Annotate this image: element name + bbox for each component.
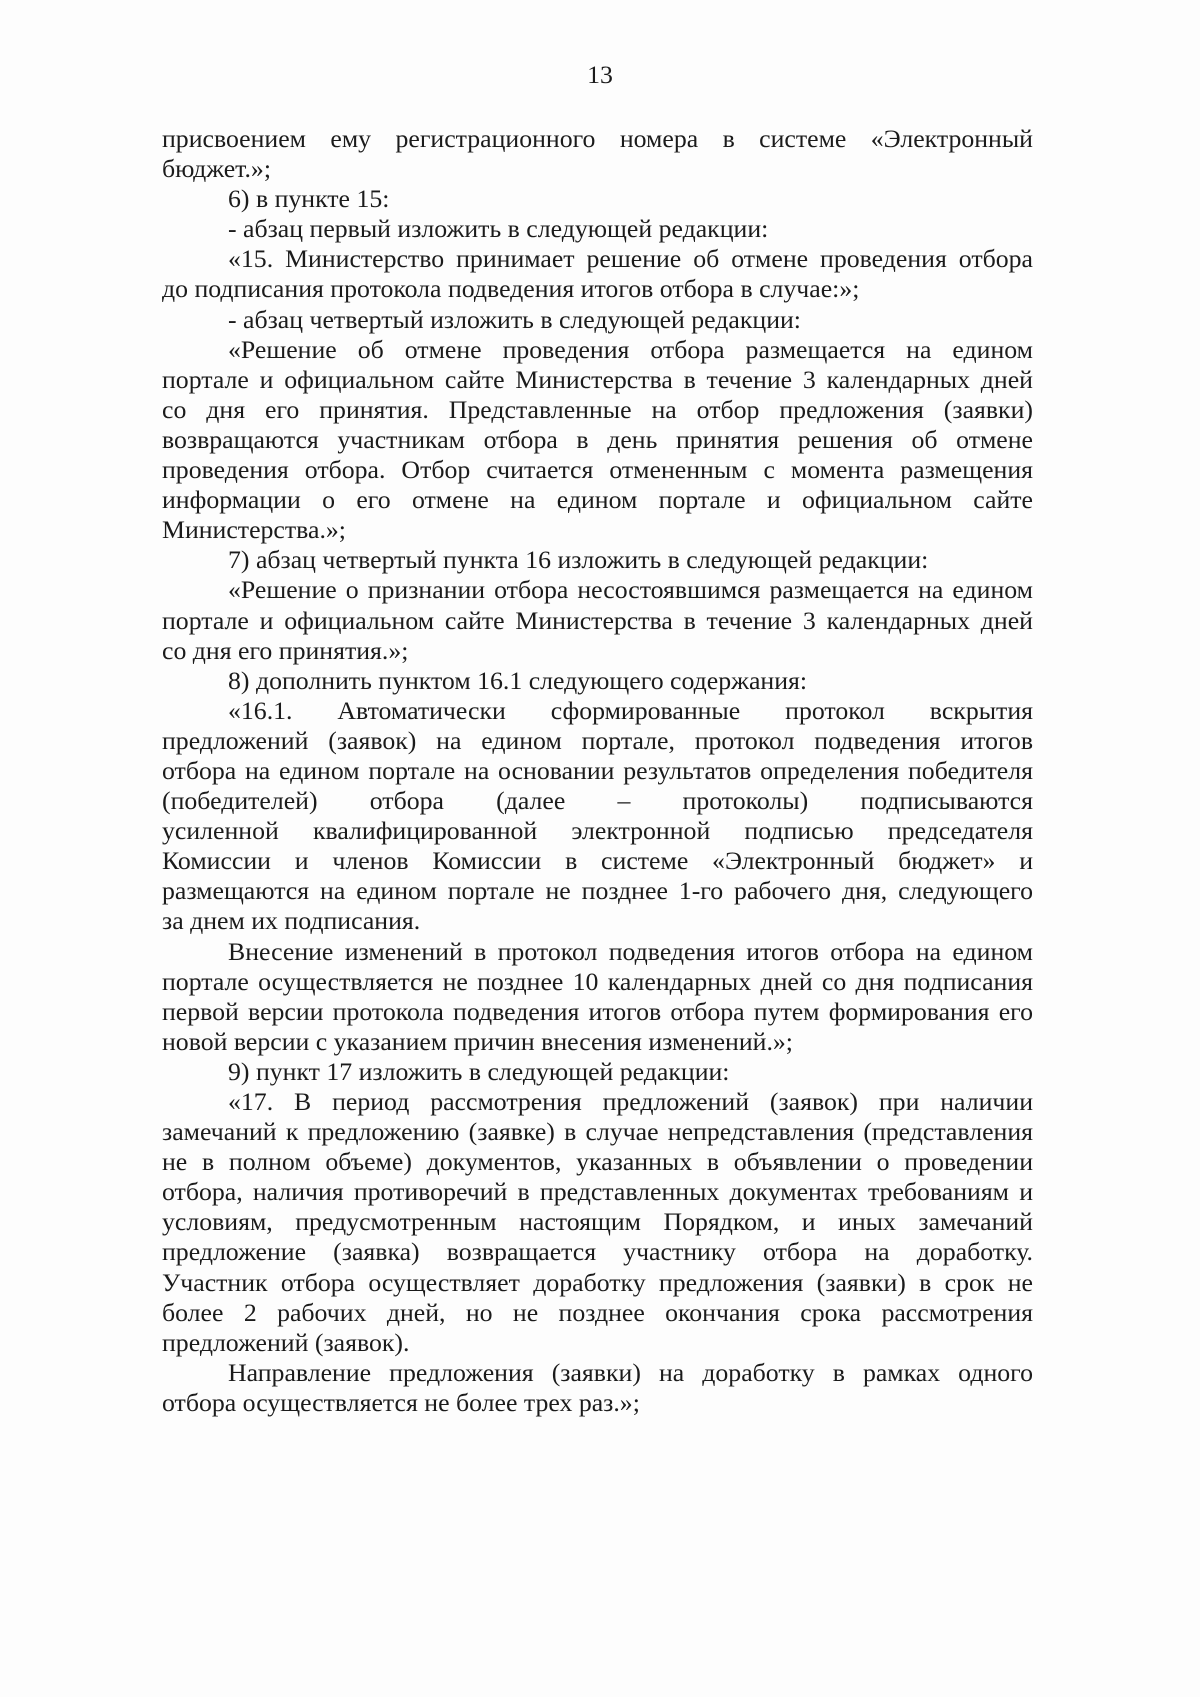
text-line: со дня его принятия.»; [162,635,409,665]
text-line: отбора осуществляется не более трех раз.»; [162,1387,640,1417]
text-line: размещаются на едином портале не позднее 1-го рабочего дня, следующего [162,876,1033,906]
text-line: новой версии с указанием причин внесения изменений.»; [162,1026,793,1056]
text-line: условиям, предусмотренным настоящим Порядком, и иных замечаний [162,1207,1033,1237]
paragraph [162,214,1033,244]
paragraph [162,937,1033,1057]
text-line: портале и официальном сайте Министерства в течение 3 календарных дней [162,605,1033,635]
page-number: 13 [587,60,613,89]
text-line: предложений (заявок). [162,1327,410,1357]
text-line: предложений (заявок) на едином портале, протокол подведения итогов [162,725,1033,755]
paragraph [162,1087,1033,1358]
text-line: 6) в пункте 15: [228,184,390,214]
text-line: проведения отбора. Отбор считается отмененным с момента размещения [162,455,1033,485]
text-line: предложение (заявка) возвращается участнику отбора на доработку. [162,1237,1033,1267]
text-line: (победителей) отбора (далее – протоколы) подписываются [162,786,1033,816]
text-line: замечаний к предложению (заявке) в случае непредставления (представления [162,1117,1033,1147]
text-line: со дня его принятия. Представленные на отбор предложения (заявки) [162,394,1033,424]
text-line: отбора на едином портале на основании результатов определения победителя [162,755,1033,785]
text-line: более 2 рабочих дней, но не позднее окончания срока рассмотрения [162,1297,1033,1327]
text-line: 9) пункт 17 изложить в следующей редакции: [228,1056,730,1086]
text-line: портале осуществляется не позднее 10 календарных дней со дня подписания [162,966,1033,996]
text-line: «15. Министерство принимает решение об отмене проведения отбора [228,244,1033,274]
paragraph [162,124,1033,184]
text-line: Направление предложения (заявки) на доработку в рамках одного [228,1357,1033,1387]
paragraph [162,244,1033,304]
text-line: Комиссии и членов Комиссии в системе «Электронный бюджет» и [162,846,1033,876]
paragraph [162,575,1033,665]
text-line: бюджет.»; [162,154,271,184]
text-line: «17. В период рассмотрения предложений (заявок) при наличии [228,1087,1033,1116]
text-line: 7) абзац четвертый пункта 16 изложить в следующей редакции: [228,545,929,575]
text-line: «Решение о признании отбора несостоявшимся размещается на едином [228,575,1033,605]
text-line: присвоением ему регистрационного номера в системе «Электронный [162,124,1033,153]
paragraph [162,545,1033,575]
text-line: информации о его отмене на едином портале и официальном сайте [162,485,1033,515]
paragraph [162,666,1033,696]
paragraph [162,184,1033,214]
text-line: 8) дополнить пунктом 16.1 следующего содержания: [228,665,808,695]
text-line: до подписания протокола подведения итогов отбора в случае:»; [162,274,860,304]
text-line: «Решение об отмене проведения отбора размещается на едином [228,334,1033,364]
text-line: Внесение изменений в протокол подведения итогов отбора на едином [228,936,1033,966]
text-line: Министерства.»; [162,515,346,545]
text-line: возвращаются участникам отбора в день принятия решения об отмене [162,424,1033,454]
paragraph [162,335,1033,546]
text-line: «16.1. Автоматически сформированные протокол вскрытия [228,695,1033,725]
paragraph [162,1358,1033,1418]
text-line: первой версии протокола подведения итогов отбора путем формирования его [162,996,1033,1026]
paragraph [162,1057,1033,1087]
text-line: - абзац четвертый изложить в следующей редакции: [228,304,801,334]
text-line: усиленной квалифицированной электронной подписью председателя [162,816,1033,846]
text-line: за днем их подписания. [162,906,421,936]
paragraph [162,696,1033,937]
text-line: Участник отбора осуществляет доработку предложения (заявки) в срок не [162,1267,1033,1297]
text-line: - абзац первый изложить в следующей редакции: [228,214,769,244]
document-body [162,124,1033,1418]
text-line: отбора, наличия противоречий в представленных документах требованиям и [162,1177,1033,1207]
text-line: портале и официальном сайте Министерства в течение 3 календарных дней [162,364,1033,394]
paragraph [162,305,1033,335]
text-line: не в полном объеме) документов, указанных в объявлении о проведении [162,1147,1033,1177]
